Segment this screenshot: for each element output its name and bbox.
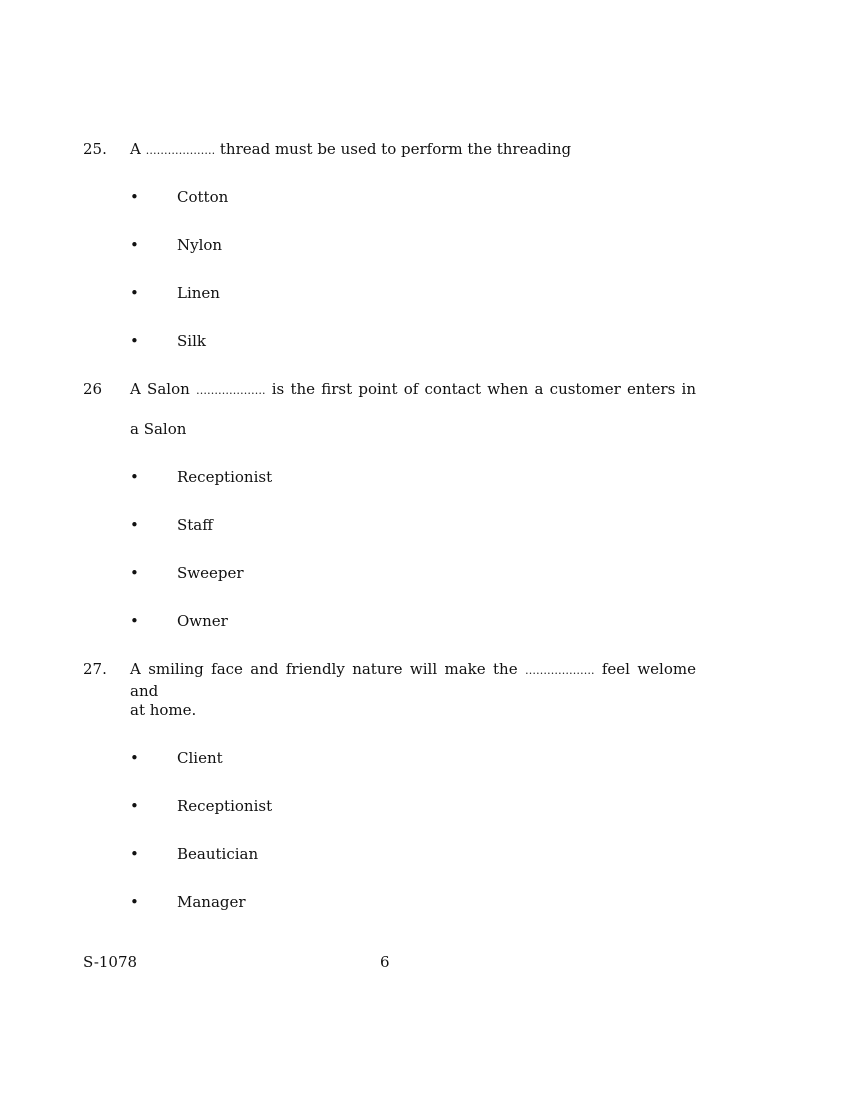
option-item: Manager [177, 893, 246, 911]
bullet-icon: • [130, 188, 139, 206]
option-item: Linen [177, 284, 220, 302]
question-text [130, 659, 696, 701]
page-number: 6 [380, 953, 390, 971]
question-text-after: feel welome and [130, 660, 696, 700]
option-item: Beautician [177, 845, 259, 863]
option-item: Client [177, 749, 223, 767]
bullet-icon: • [130, 893, 139, 911]
question-text-after: thread must be used to perform the threading [219, 140, 572, 158]
option-item: Owner [177, 612, 228, 630]
bullet-icon: • [130, 797, 139, 815]
paper-code: S-1078 [83, 953, 138, 971]
option-item: Silk [177, 332, 206, 350]
bullet-icon: • [130, 612, 139, 630]
bullet-icon: • [130, 845, 139, 863]
fill-blank: ………………. [524, 664, 595, 677]
fill-blank: ………………. [196, 384, 266, 397]
question-text-before: A [130, 140, 141, 158]
option-item: Cotton [177, 188, 229, 206]
option-item: Receptionist [177, 797, 273, 815]
question-text-continuation: a Salon [130, 420, 187, 438]
question-text [130, 379, 696, 401]
option-item: Receptionist [177, 468, 273, 486]
fill-blank: ………………. [145, 144, 216, 157]
bullet-icon: • [130, 332, 139, 350]
bullet-icon: • [130, 284, 139, 302]
question-number: 25. [83, 140, 107, 158]
option-item: Staff [177, 516, 213, 534]
question-number: 26 [83, 380, 103, 398]
question-number: 27. [83, 660, 107, 678]
option-item: Nylon [177, 236, 223, 254]
bullet-icon: • [130, 236, 139, 254]
question-text-continuation: at home. [130, 701, 197, 719]
bullet-icon: • [130, 468, 139, 486]
bullet-icon: • [130, 749, 139, 767]
question-text-before: A smiling face and friendly nature will make the [130, 660, 518, 678]
question-text-after: is the first point of contact when a customer enters in [271, 380, 696, 398]
option-item: Sweeper [177, 564, 244, 582]
bullet-icon: • [130, 516, 139, 534]
question-text [130, 139, 696, 161]
bullet-icon: • [130, 564, 139, 582]
question-text-before: A Salon [130, 380, 190, 398]
